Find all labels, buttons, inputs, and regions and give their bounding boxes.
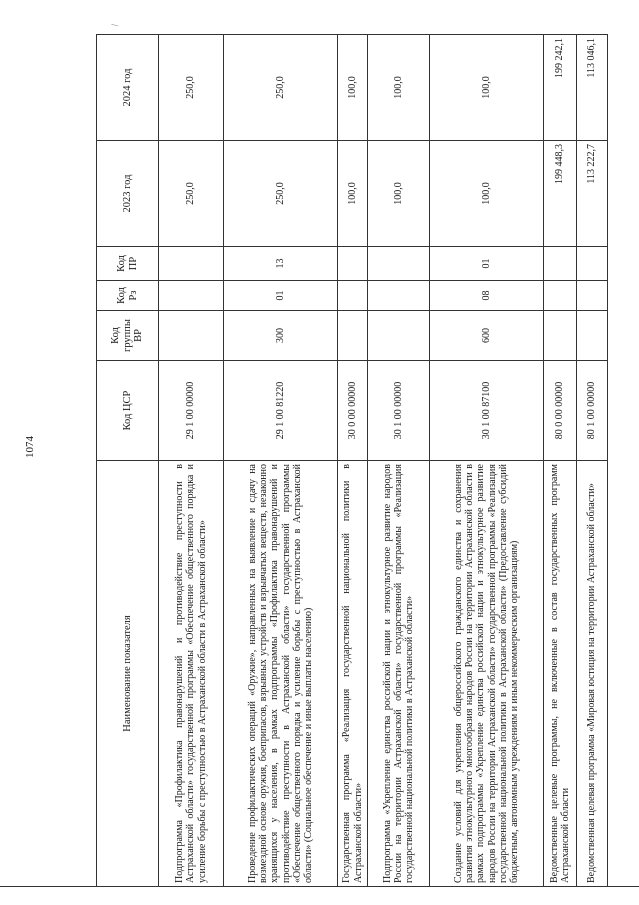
row-name: Государственная программа «Реализация государственной национальной политики в Астраханской области» <box>338 461 368 887</box>
table-row <box>224 35 338 887</box>
row-name: Ведомственная целевая программа «Мировая юстиция на территории Астраханской области» <box>577 461 608 887</box>
row-vr <box>338 311 368 361</box>
row-vr <box>159 311 224 361</box>
row-2024: 100,0 <box>338 35 368 141</box>
row-rz <box>577 281 608 311</box>
row-2023: 250,0 <box>159 141 224 247</box>
row-2023: 100,0 <box>368 141 430 247</box>
row-rz <box>338 281 368 311</box>
rotated-table-container <box>96 35 598 887</box>
row-csr: 80 0 00 00000 <box>544 361 577 461</box>
row-rz: 01 <box>224 281 338 311</box>
row-pr <box>338 247 368 281</box>
row-rz <box>159 281 224 311</box>
header-pr: Код ПР <box>97 247 159 281</box>
header-csr: Код ЦСР <box>97 361 159 461</box>
scan-mark: \ <box>110 21 121 30</box>
row-name: Ведомственные целевые программы, не включенные в состав государственных программ Астраханской области <box>544 461 577 887</box>
table-row <box>338 35 368 887</box>
row-name: Подпрограмма «Укрепление единства российской нации и этнокультурное развитие народов России на территории Астраханской области» государственной программы «Реализация государственной национальной политики в Астраханской области» <box>368 461 430 887</box>
row-2024: 250,0 <box>224 35 338 141</box>
table-row <box>577 35 608 887</box>
row-rz <box>368 281 430 311</box>
row-vr <box>577 311 608 361</box>
header-name: Наименование показателя <box>97 461 159 887</box>
row-csr: 80 1 00 00000 <box>577 361 608 461</box>
row-vr <box>368 311 430 361</box>
table-row <box>430 35 544 887</box>
row-pr <box>577 247 608 281</box>
header-2023: 2023 год <box>97 141 159 247</box>
row-pr <box>544 247 577 281</box>
row-2024: 100,0 <box>368 35 430 141</box>
row-csr: 30 1 00 87100 <box>430 361 544 461</box>
row-csr: 29 1 00 81220 <box>224 361 338 461</box>
row-2024: 100,0 <box>430 35 544 141</box>
row-rz: 08 <box>430 281 544 311</box>
table-row <box>159 35 224 887</box>
row-pr <box>159 247 224 281</box>
row-pr: 13 <box>224 247 338 281</box>
row-vr: 300 <box>224 311 338 361</box>
header-rz: Код Рз <box>97 281 159 311</box>
row-rz <box>544 281 577 311</box>
row-name: Подпрограмма «Профилактика правонарушений и противодействие преступности в Астраханской области» государственной программы «Обеспечение общественного порядка и усиление борьбы с преступностью в Астраханской области в Астраханской области» <box>159 461 224 887</box>
row-csr: 30 0 00 00000 <box>338 361 368 461</box>
page-bottom-rule <box>0 886 639 887</box>
row-2024: 250,0 <box>159 35 224 141</box>
header-vr: Код группы ВР <box>97 311 159 361</box>
row-2023: 250,0 <box>224 141 338 247</box>
row-pr <box>368 247 430 281</box>
row-name: Создание условий для укрепления общероссийского гражданского единства и сохранения развития этнокультурного многообразия народов России на территории Астраханской области в рамках подпрограммы «Укрепление единства российской нации и этнокультурное развитие народов России на территории Астраханской области» государственной программы «Реализация государственной национальной политики в Астраханской области» (Предоставление субсидий бюджетным, автономным учреждениям и иным некоммерческим организациям) <box>430 461 544 887</box>
table-row <box>368 35 430 887</box>
row-csr: 29 1 00 00000 <box>159 361 224 461</box>
page-number: 1074 <box>24 436 36 458</box>
row-name: Проведение профилактических операций «Оружие», направленных на выявление и сдачу на возмездной основе оружия, боеприпасов, взрывных устройств и взрывчатых веществ, незаконно хранящихся у населения, в рамках подпрограммы «Профилактика правонарушений и противодействие преступности в Астраханской области» государственной программы «Обеспечение общественного порядка и усиление борьбы с преступностью в Астраханской области» (Социальное обеспечение и иные выплаты населению) <box>224 461 338 887</box>
row-2023: 100,0 <box>430 141 544 247</box>
row-2024: 199 242,1 <box>544 35 577 141</box>
row-2023: 113 222,7 <box>577 141 608 247</box>
table-row <box>544 35 577 887</box>
row-vr: 600 <box>430 311 544 361</box>
row-pr: 01 <box>430 247 544 281</box>
row-2024: 113 046,1 <box>577 35 608 141</box>
row-csr: 30 1 00 00000 <box>368 361 430 461</box>
row-vr <box>544 311 577 361</box>
budget-table <box>96 34 608 887</box>
header-2024: 2024 год <box>97 35 159 141</box>
row-2023: 100,0 <box>338 141 368 247</box>
row-2023: 199 448,3 <box>544 141 577 247</box>
header-row <box>97 35 159 887</box>
